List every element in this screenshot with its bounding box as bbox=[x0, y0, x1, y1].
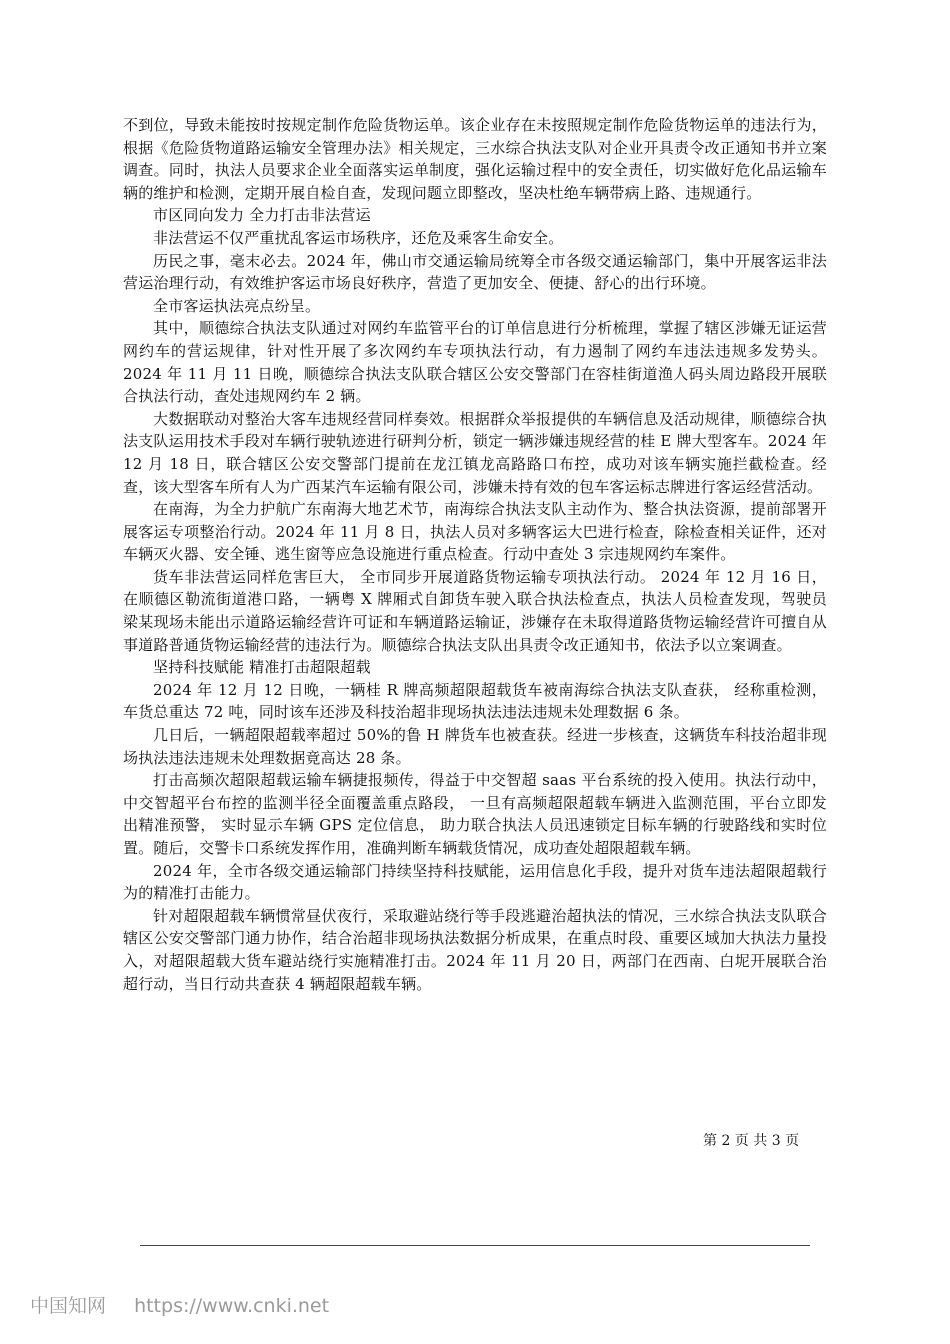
paragraph: 2024 年 12 月 12 日晚，一辆桂 R 牌高频超限超载货车被南海综合执法支队查获， 经称重检测，车货总重达 72 吨，同时该车还涉及科技治超非现场执法违法违规未处理数据 6 条。 bbox=[123, 680, 827, 722]
paragraph: 针对超限超载车辆惯常昼伏夜行，采取避站绕行等手段逃避治超执法的情况，三水综合执法支队联合辖区公安交警部门通力协作，结合治超非现场执法数据分析成果，在重点时段、重要区域加大执法力量投入，对超限超载大货车避站绕行实施精准打击。2024 年 11 月 20 日，两部门在西南、白坭开展联合治超行动，当日行动共查获 4 辆超限超载车辆。 bbox=[123, 906, 827, 993]
paragraph: 货车非法营运同样危害巨大， 全市同步开展道路货物运输专项执法行动。 2024 年 12 月 16 日，在顺德区勒流街道港口路，一辆粤 X 牌厢式自卸货车驶入联合执法检查点，执法人员检查发现，驾驶员梁某现场未能出示道路运输经营许可证和车辆道路运输证，涉嫌存在未取得道路货物运输经营许可擅自从事道路普通货物运输经营的违法行为。顺德综合执法支队出具责令改正通知书，依法予以立案调查。 bbox=[123, 567, 827, 654]
footer-divider bbox=[140, 1245, 810, 1246]
section-heading: 市区同向发力 全力打击非法营运 bbox=[153, 206, 371, 225]
paragraph: 大数据联动对整治大客车违规经营同样奏效。根据群众举报提供的车辆信息及活动规律，顺德综合执法支队运用技术手段对车辆行驶轨迹进行研判分析，锁定一辆涉嫌违规经营的桂 E 牌大型客车。2024 年 12 月 18 日，联合辖区公安交警部门提前在龙江镇龙高路路口布控，成功对该车辆实施拦截检查。经查，该大型客车所有人为广西某汽车运输有限公司，涉嫌未持有效的包车客运标志牌进行客运经营活动。 bbox=[123, 409, 827, 496]
watermark-url: https://www.cnki.net bbox=[134, 1295, 330, 1317]
paragraph: 在南海，为全力护航广东南海大地艺术节，南海综合执法支队主动作为、整合执法资源，提前部署开展客运专项整治行动。2024 年 11 月 8 日，执法人员对多辆客运大巴进行检查，除检查相关证件，还对车辆灭火器、安全锤、逃生窗等应急设施进行重点检查。行动中查处 3 宗违规网约车案件。 bbox=[123, 500, 827, 564]
document-body bbox=[123, 114, 827, 995]
section-heading: 坚持科技赋能 精准打击超限超载 bbox=[153, 658, 371, 677]
paragraph: 历民之事，毫末必去。2024 年，佛山市交通运输局统筹全市各级交通运输部门，集中开展客运非法营运治理行动，有效维护客运市场良好秩序，营造了更加安全、便捷、舒心的出行环境。 bbox=[123, 251, 827, 293]
paragraph: 几日后，一辆超限超载率超过 50%的鲁 H 牌货车也被查获。经进一步核查，这辆货车科技治超非现场执法违法违规未处理数据竟高达 28 条。 bbox=[123, 726, 827, 767]
watermark bbox=[30, 1293, 329, 1319]
paragraph: 2024 年，全市各级交通运输部门持续坚持科技赋能，运用信息化手段，提升对货车违法超限超载行为的精准打击能力。 bbox=[123, 861, 827, 903]
paragraph: 其中，顺德综合执法支队通过对网约车监管平台的订单信息进行分析梳理，掌握了辖区涉嫌无证运营网约车的营运规律，针对性开展了多次网约车专项执法行动，有力遏制了网约车违法违规多发势头。2024 年 11 月 11 日晚，顺德综合执法支队联合辖区公安交警部门在容桂街道渔人码头周边路段开展联合执法行动，查处违规网约车 2 辆。 bbox=[123, 319, 827, 406]
watermark-brand: 中国知网 bbox=[30, 1295, 107, 1317]
paragraph: 非法营运不仅严重扰乱客运市场秩序，还危及乘客生命安全。 bbox=[153, 228, 564, 247]
page-number: 第 2 页 共 3 页 bbox=[703, 1133, 800, 1149]
paragraph: 打击高频次超限超载运输车辆捷报频传，得益于中交智超 saas 平台系统的投入使用。执法行动中， 中交智超平台布控的监测半径全面覆盖重点路段， 一旦有高频超限超载车辆进入监测范围，平台立即发出精准预警， 实时显示车辆 GPS 定位信息， 助力联合执法人员迅速锁定目标车辆的行驶路线和实时位置。随后，交警卡口系统发挥作用，准确判断车辆载货情况，成功查处超限超载车辆。 bbox=[123, 771, 827, 857]
paragraph: 不到位，导致未能按时按规定制作危险货物运单。该企业存在未按照规定制作危险货物运单的违法行为，根据《危险货物道路运输安全管理办法》相关规定，三水综合执法支队对企业开具责令改正通知书并立案调查。同时，执法人员要求企业全面落实运单制度，强化运输过程中的安全责任，切实做好危化品运输车辆的维护和检测，定期开展自检自查，发现问题立即整改，坚决杜绝车辆带病上路、违规通行。 bbox=[123, 116, 827, 202]
paragraph: 全市客运执法亮点纷呈。 bbox=[153, 296, 321, 315]
